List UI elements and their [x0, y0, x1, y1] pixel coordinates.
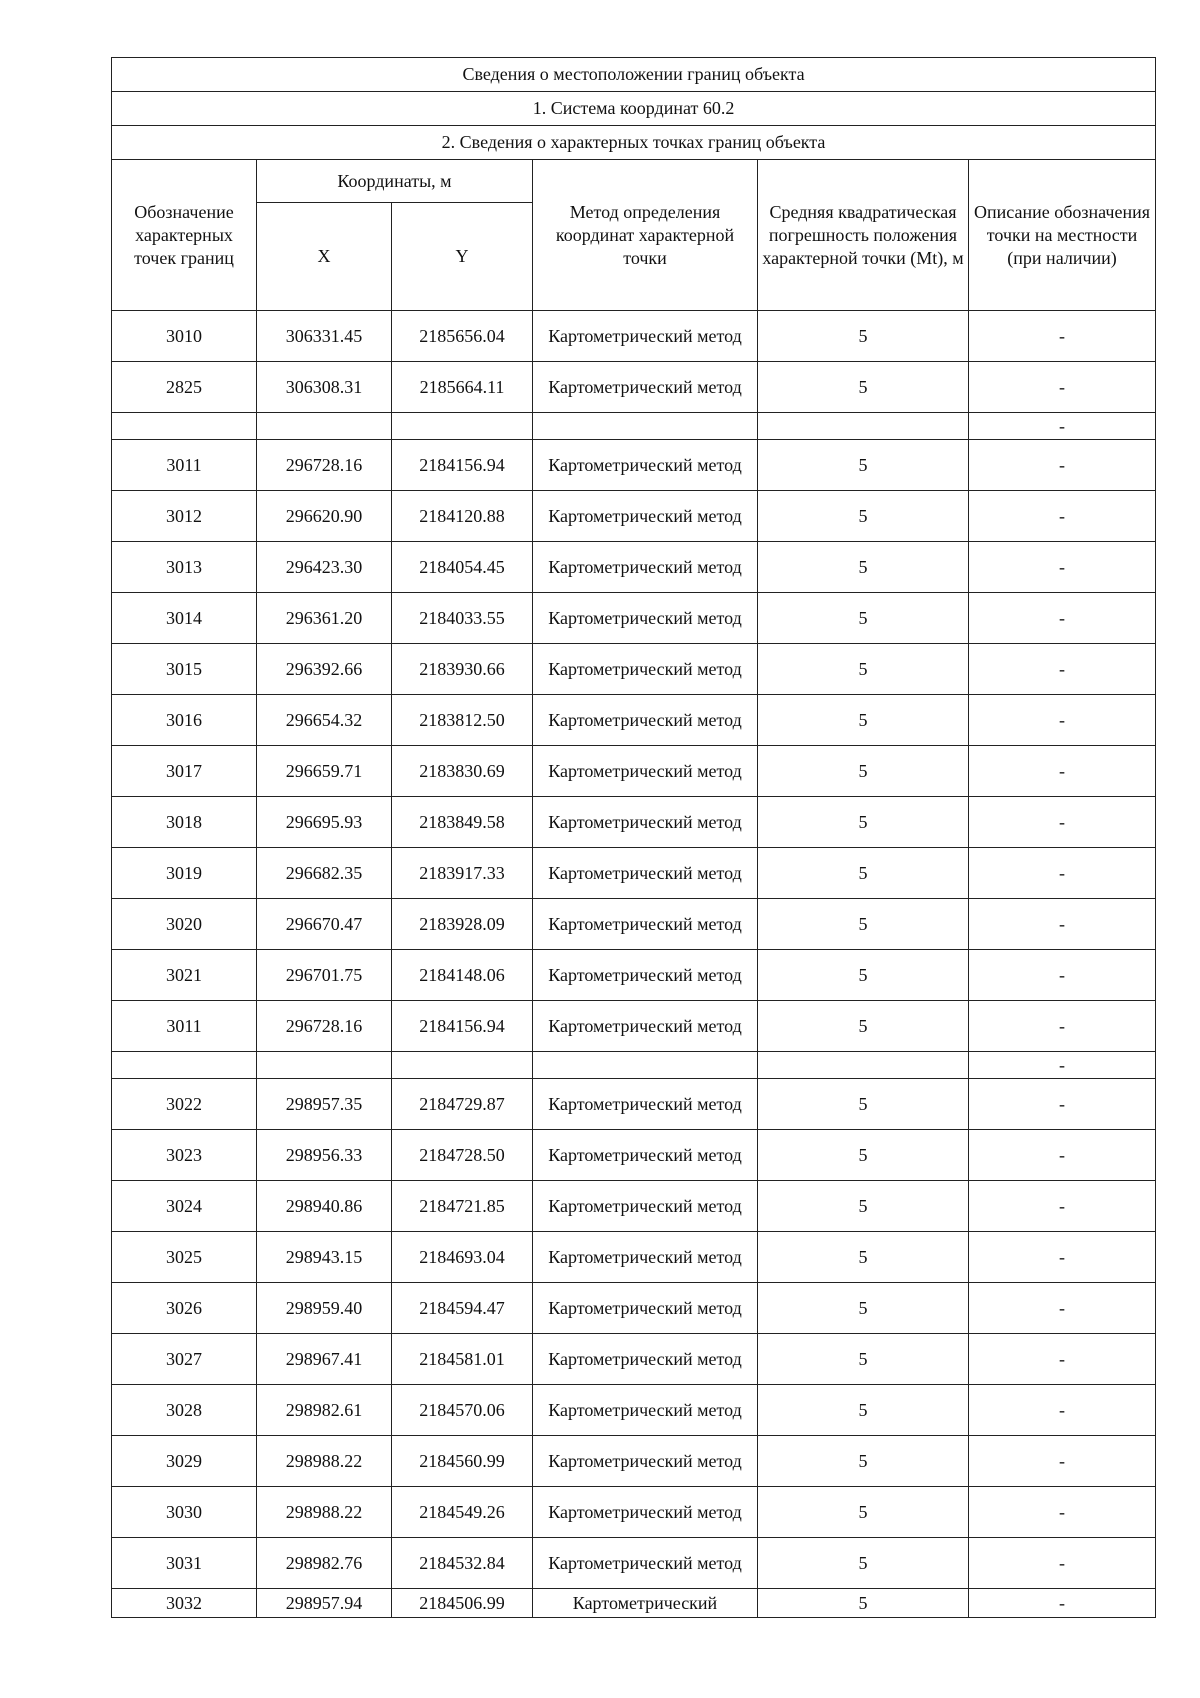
table-row: [112, 644, 1156, 695]
cell-error: 5: [758, 746, 969, 797]
cell-x: 298982.61: [257, 1385, 392, 1436]
cell-method: Картометрический метод: [533, 1079, 758, 1130]
cell-description: -: [969, 1001, 1156, 1052]
table-row: [112, 695, 1156, 746]
cell-x: 298988.22: [257, 1487, 392, 1538]
cell-x: 296728.16: [257, 440, 392, 491]
cell-method: Картометрический метод: [533, 362, 758, 413]
cell-error: 5: [758, 1283, 969, 1334]
cell-method: [533, 1052, 758, 1079]
table-row: [112, 848, 1156, 899]
cell-y: 2183812.50: [392, 695, 533, 746]
cell-y: 2184120.88: [392, 491, 533, 542]
cell-x: 298959.40: [257, 1283, 392, 1334]
table-row: [112, 1232, 1156, 1283]
table-row: [112, 1079, 1156, 1130]
cell-x: 298957.35: [257, 1079, 392, 1130]
coordinate-system: 1. Система координат 60.2: [112, 92, 1156, 126]
cell-description: -: [969, 1589, 1156, 1618]
cell-method: Картометрический метод: [533, 1487, 758, 1538]
cell-error: [758, 1052, 969, 1079]
cell-point: 3023: [112, 1130, 257, 1181]
cell-point: 3017: [112, 746, 257, 797]
cell-description: -: [969, 950, 1156, 1001]
cell-description: -: [969, 593, 1156, 644]
cell-error: 5: [758, 848, 969, 899]
header-method: Метод определения координат характерной точки: [533, 160, 758, 311]
cell-point: 3025: [112, 1232, 257, 1283]
cell-point: [112, 1052, 257, 1079]
table-row: [112, 1130, 1156, 1181]
cell-y: 2185664.11: [392, 362, 533, 413]
cell-x: 298940.86: [257, 1181, 392, 1232]
cell-error: 5: [758, 1436, 969, 1487]
cell-description: -: [969, 695, 1156, 746]
cell-description: -: [969, 1130, 1156, 1181]
table-row: [112, 1589, 1156, 1618]
cell-point: 3012: [112, 491, 257, 542]
cell-y: 2184570.06: [392, 1385, 533, 1436]
cell-x: 296654.32: [257, 695, 392, 746]
cell-method: Картометрический метод: [533, 695, 758, 746]
table-row: [112, 1538, 1156, 1589]
cell-method: Картометрический метод: [533, 797, 758, 848]
cell-y: 2184581.01: [392, 1334, 533, 1385]
cell-error: 5: [758, 440, 969, 491]
table-row: [112, 440, 1156, 491]
cell-method: Картометрический: [533, 1589, 758, 1618]
cell-y: 2183928.09: [392, 899, 533, 950]
cell-error: 5: [758, 491, 969, 542]
cell-error: 5: [758, 1001, 969, 1052]
cell-description: -: [969, 1436, 1156, 1487]
cell-method: Картометрический метод: [533, 1334, 758, 1385]
cell-y: 2183930.66: [392, 644, 533, 695]
cell-y: 2184148.06: [392, 950, 533, 1001]
cell-method: Картометрический метод: [533, 950, 758, 1001]
cell-y: 2183830.69: [392, 746, 533, 797]
cell-point: 3032: [112, 1589, 257, 1618]
table-row: [112, 1385, 1156, 1436]
cell-point: 3010: [112, 311, 257, 362]
cell-description: -: [969, 362, 1156, 413]
cell-description: -: [969, 1334, 1156, 1385]
cell-method: Картометрический метод: [533, 848, 758, 899]
table-row: [112, 1181, 1156, 1232]
table-row: [112, 797, 1156, 848]
cell-point: 3016: [112, 695, 257, 746]
cell-description: -: [969, 413, 1156, 440]
cell-method: [533, 413, 758, 440]
cell-x: 296423.30: [257, 542, 392, 593]
cell-method: Картометрический метод: [533, 1001, 758, 1052]
cell-method: Картометрический метод: [533, 491, 758, 542]
cell-error: 5: [758, 1130, 969, 1181]
table-row: [112, 1487, 1156, 1538]
cell-description: -: [969, 1052, 1156, 1079]
cell-method: Картометрический метод: [533, 1538, 758, 1589]
table-row: [112, 311, 1156, 362]
cell-error: 5: [758, 695, 969, 746]
header-description: Описание обозначения точки на местности (при наличии): [969, 160, 1156, 311]
table-row: [112, 1334, 1156, 1385]
cell-x: 296670.47: [257, 899, 392, 950]
cell-x: 296361.20: [257, 593, 392, 644]
cell-point: 3026: [112, 1283, 257, 1334]
cell-method: Картометрический метод: [533, 746, 758, 797]
cell-error: 5: [758, 311, 969, 362]
cell-y: 2183849.58: [392, 797, 533, 848]
cell-error: 5: [758, 1181, 969, 1232]
cell-description: -: [969, 440, 1156, 491]
cell-point: 3011: [112, 1001, 257, 1052]
section-title: 2. Сведения о характерных точках границ объекта: [112, 126, 1156, 160]
cell-description: -: [969, 644, 1156, 695]
table-row: [112, 950, 1156, 1001]
table-row: [112, 542, 1156, 593]
cell-y: 2184729.87: [392, 1079, 533, 1130]
cell-error: 5: [758, 542, 969, 593]
cell-x: 296728.16: [257, 1001, 392, 1052]
cell-method: Картометрический метод: [533, 311, 758, 362]
cell-x: 298967.41: [257, 1334, 392, 1385]
cell-x: [257, 413, 392, 440]
cell-point: 3019: [112, 848, 257, 899]
cell-x: 306331.45: [257, 311, 392, 362]
cell-x: [257, 1052, 392, 1079]
cell-error: 5: [758, 899, 969, 950]
table-row: [112, 1052, 1156, 1079]
cell-description: -: [969, 311, 1156, 362]
header-point-designation: Обозначение характерных точек границ: [112, 160, 257, 311]
cell-method: Картометрический метод: [533, 440, 758, 491]
cell-method: Картометрический метод: [533, 1436, 758, 1487]
table-row: [112, 746, 1156, 797]
cell-error: 5: [758, 950, 969, 1001]
cell-description: -: [969, 491, 1156, 542]
cell-point: 3027: [112, 1334, 257, 1385]
cell-point: 3015: [112, 644, 257, 695]
cell-error: 5: [758, 1334, 969, 1385]
cell-x: 296682.35: [257, 848, 392, 899]
cell-description: -: [969, 899, 1156, 950]
cell-y: 2184594.47: [392, 1283, 533, 1334]
table-row: [112, 593, 1156, 644]
cell-description: -: [969, 1385, 1156, 1436]
cell-point: 3020: [112, 899, 257, 950]
cell-point: 3013: [112, 542, 257, 593]
cell-point: 3014: [112, 593, 257, 644]
cell-y: 2184693.04: [392, 1232, 533, 1283]
cell-y: 2184033.55: [392, 593, 533, 644]
cell-description: -: [969, 848, 1156, 899]
cell-description: -: [969, 1538, 1156, 1589]
cell-y: 2183917.33: [392, 848, 533, 899]
table-title: Сведения о местоположении границ объекта: [112, 58, 1156, 92]
cell-y: 2184156.94: [392, 440, 533, 491]
table-row: [112, 413, 1156, 440]
header-error: Средняя квадратическая погрешность положения характерной точки (Mt), м: [758, 160, 969, 311]
table-body: [112, 311, 1156, 1618]
cell-y: [392, 413, 533, 440]
cell-point: 3028: [112, 1385, 257, 1436]
cell-error: 5: [758, 1538, 969, 1589]
cell-point: 3030: [112, 1487, 257, 1538]
cell-point: 3029: [112, 1436, 257, 1487]
cell-point: 3018: [112, 797, 257, 848]
cell-y: 2184721.85: [392, 1181, 533, 1232]
cell-description: -: [969, 1283, 1156, 1334]
cell-description: -: [969, 797, 1156, 848]
cell-error: 5: [758, 797, 969, 848]
cell-point: [112, 413, 257, 440]
cell-description: -: [969, 746, 1156, 797]
cell-x: 298982.76: [257, 1538, 392, 1589]
cell-description: -: [969, 1181, 1156, 1232]
cell-point: 3022: [112, 1079, 257, 1130]
cell-method: Картометрический метод: [533, 1130, 758, 1181]
cell-y: 2184532.84: [392, 1538, 533, 1589]
header-x: X: [257, 203, 392, 311]
cell-error: 5: [758, 1232, 969, 1283]
table-row: [112, 1436, 1156, 1487]
cell-x: 298957.94: [257, 1589, 392, 1618]
cell-method: Картометрический метод: [533, 1232, 758, 1283]
cell-error: 5: [758, 644, 969, 695]
table-row: [112, 491, 1156, 542]
table-row: [112, 1001, 1156, 1052]
table-row: [112, 362, 1156, 413]
cell-description: -: [969, 1487, 1156, 1538]
cell-description: -: [969, 1232, 1156, 1283]
cell-error: 5: [758, 1385, 969, 1436]
cell-x: 296659.71: [257, 746, 392, 797]
cell-error: 5: [758, 1487, 969, 1538]
cell-method: Картометрический метод: [533, 1181, 758, 1232]
cell-method: Картометрический метод: [533, 644, 758, 695]
cell-error: 5: [758, 593, 969, 644]
cell-method: Картометрический метод: [533, 542, 758, 593]
cell-y: 2184549.26: [392, 1487, 533, 1538]
cell-y: 2185656.04: [392, 311, 533, 362]
cell-x: 298956.33: [257, 1130, 392, 1181]
cell-point: 3021: [112, 950, 257, 1001]
cell-method: Картометрический метод: [533, 899, 758, 950]
cell-x: 296701.75: [257, 950, 392, 1001]
cell-y: [392, 1052, 533, 1079]
cell-y: 2184054.45: [392, 542, 533, 593]
cell-x: 298988.22: [257, 1436, 392, 1487]
header-y: Y: [392, 203, 533, 311]
boundary-points-table: [111, 57, 1156, 1618]
cell-description: -: [969, 1079, 1156, 1130]
cell-method: Картометрический метод: [533, 1283, 758, 1334]
cell-y: 2184506.99: [392, 1589, 533, 1618]
cell-error: [758, 413, 969, 440]
cell-point: 3011: [112, 440, 257, 491]
table-row: [112, 1283, 1156, 1334]
cell-description: -: [969, 542, 1156, 593]
cell-error: 5: [758, 362, 969, 413]
cell-method: Картометрический метод: [533, 1385, 758, 1436]
cell-error: 5: [758, 1079, 969, 1130]
cell-method: Картометрический метод: [533, 593, 758, 644]
cell-y: 2184560.99: [392, 1436, 533, 1487]
cell-point: 2825: [112, 362, 257, 413]
cell-x: 306308.31: [257, 362, 392, 413]
cell-point: 3031: [112, 1538, 257, 1589]
cell-y: 2184156.94: [392, 1001, 533, 1052]
cell-x: 298943.15: [257, 1232, 392, 1283]
table-row: [112, 899, 1156, 950]
cell-error: 5: [758, 1589, 969, 1618]
cell-x: 296695.93: [257, 797, 392, 848]
cell-x: 296620.90: [257, 491, 392, 542]
cell-x: 296392.66: [257, 644, 392, 695]
cell-y: 2184728.50: [392, 1130, 533, 1181]
header-coordinates: Координаты, м: [257, 160, 533, 203]
cell-point: 3024: [112, 1181, 257, 1232]
